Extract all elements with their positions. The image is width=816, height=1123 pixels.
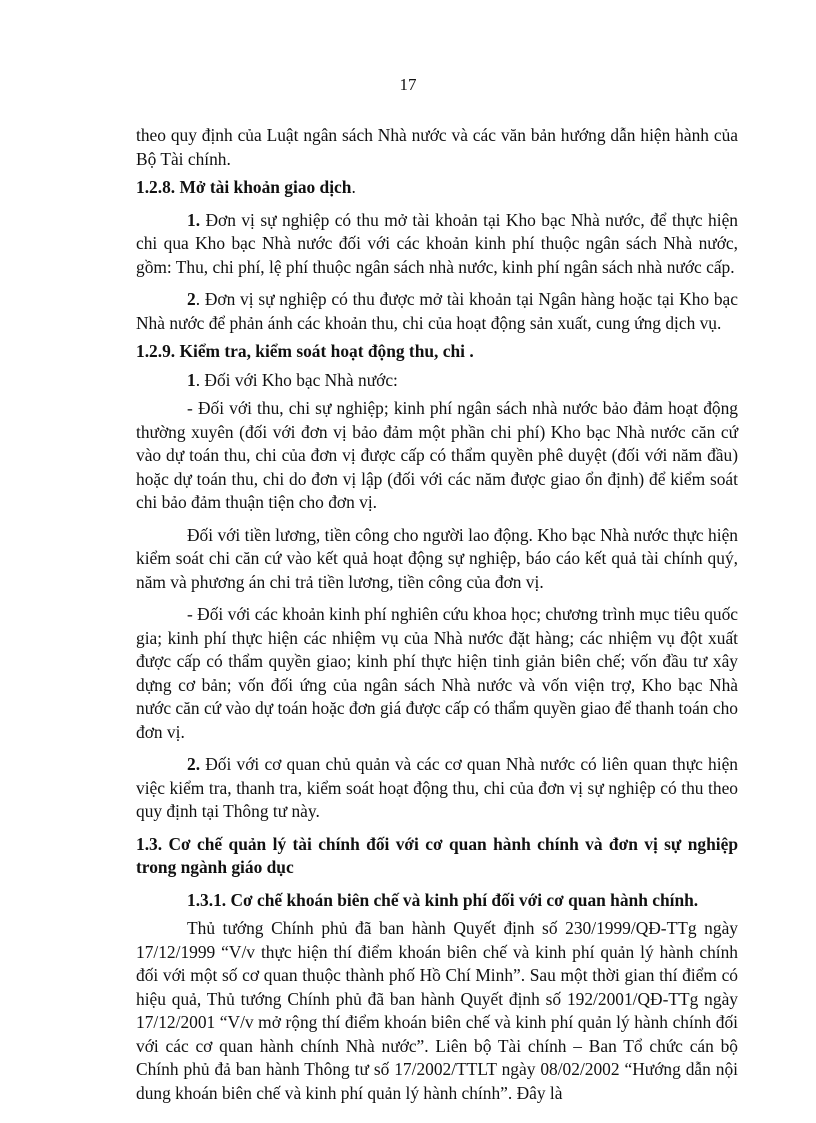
item-number: 1 bbox=[187, 369, 196, 390]
paragraph-text: . Đơn vị sự nghiệp có thu được mở tài khoản tại Ngân hàng hoặc tại Kho bạc Nhà nước để phản ánh các khoản thu, chi của hoạt động sản xuất, cung ứng dịch vụ. bbox=[136, 289, 738, 333]
item-number: 2 bbox=[187, 289, 196, 309]
section-heading-1-2-8 bbox=[136, 176, 738, 200]
document-body bbox=[136, 124, 738, 1105]
section-heading-1-3-1: 1.3.1. Cơ chế khoán biên chế và kinh phí đối với cơ quan hành chính. bbox=[187, 889, 699, 910]
paragraph bbox=[136, 209, 738, 280]
paragraph: - Đối với các khoản kinh phí nghiên cứu khoa học; chương trình mục tiêu quốc gia; kinh phí thực hiện các nhiệm vụ của Nhà nước đặt hàng; các nhiệm vụ đột xuất được cấp có thẩm quyền giao; kinh phí thực hiện tinh giản biên chế; vốn đầu tư xây dựng cơ bản; vốn đối ứng của ngân sách Nhà nước và vốn viện trợ, Kho bạc Nhà nước căn cứ vào dự toán hoặc đơn giá được cấp có thẩm quyền giao để thanh toán cho đơn vị. bbox=[136, 604, 738, 742]
paragraph: theo quy định của Luật ngân sách Nhà nước và các văn bản hướng dẫn hiện hành của Bộ Tài chính. bbox=[136, 125, 738, 169]
paragraph-text: Đơn vị sự nghiệp có thu mở tài khoản tại Kho bạc Nhà nước, để thực hiện chi qua Kho bạc Nhà nước đối với các khoản kinh phí thuộc ngân sách Nhà nước, gồm: Thu, chi phí, lệ phí thuộc ngân sách nhà nước, kinh phí ngân sách nhà nước cấp. bbox=[136, 209, 738, 277]
paragraph bbox=[136, 288, 738, 335]
heading-punct: . bbox=[351, 177, 356, 197]
paragraph-text: Đối với cơ quan chủ quản và các cơ quan Nhà nước có liên quan thực hiện việc kiểm tra, thanh tra, kiểm soát hoạt động thu, chi của đơn vị sự nghiệp có thu theo quy định tại Thông tư này. bbox=[136, 754, 738, 821]
paragraph: - Đối với thu, chi sự nghiệp; kinh phí ngân sách nhà nước bảo đảm hoạt động thường xuyên (đối với đơn vị bảo đảm một phần chi phí) Kho bạc Nhà nước căn cứ vào dự toán thu, chi của đơn vị được cấp có thẩm quyền phê duyệt (đối với năm đầu) hoặc dự toán thu, chi do đơn vị lập (đối với các năm được giao ổn định) để kiểm soát chi bảo đảm thuận tiện cho đơn vị. bbox=[136, 398, 738, 512]
section-heading-1-3: 1.3. Cơ chế quản lý tài chính đối với cơ quan hành chính và đơn vị sự nghiệp trong ngành giáo dục bbox=[136, 833, 738, 877]
section-heading-1-2-9: 1.2.9. Kiểm tra, kiểm soát hoạt động thu, chi . bbox=[136, 341, 474, 361]
paragraph-text: . Đối với Kho bạc Nhà nước: bbox=[195, 369, 398, 390]
page-number: 17 bbox=[399, 75, 417, 94]
paragraph bbox=[136, 753, 738, 824]
item-number: 1. bbox=[187, 209, 201, 230]
paragraph: Đối với tiền lương, tiền công cho người lao động. Kho bạc Nhà nước thực hiện kiểm soát chi căn cứ vào kết quả hoạt động sự nghiệp, báo cáo kết quả tài chính quý, năm và phương án chi trả tiền lương, tiền công của đơn vị. bbox=[136, 524, 738, 592]
paragraph: Thủ tướng Chính phủ đã ban hành Quyết định số 230/1999/QĐ-TTg ngày 17/12/1999 “V/v thực hiện thí điểm khoán biên chế và kinh phí quản lý hành chính đối với một số cơ quan thuộc thành phố Hồ Chí Minh”. Sau một thời gian thí điểm có hiệu quả, Thủ tướng Chính phủ đã ban hành Quyết định số 192/2001/QĐ-TTg ngày 17/12/2001 “V/v mở rộng thí điểm khoán biên chế và kinh phí quản lý hành chính đối với các cơ quan hành chính Nhà nước”. Liên bộ Tài chính – Ban Tổ chức cán bộ Chính phủ đả ban hành Thông tư số 17/2002/TTLT ngày 08/02/2002 “Hướng dẫn nội dung khoán biên chế và kinh phí quản lý hành chính”. Đây là bbox=[136, 918, 738, 1103]
paragraph bbox=[136, 369, 738, 393]
item-number: 2. bbox=[187, 754, 201, 774]
heading-text: 1.2.8. Mở tài khoản giao dịch bbox=[136, 177, 352, 197]
